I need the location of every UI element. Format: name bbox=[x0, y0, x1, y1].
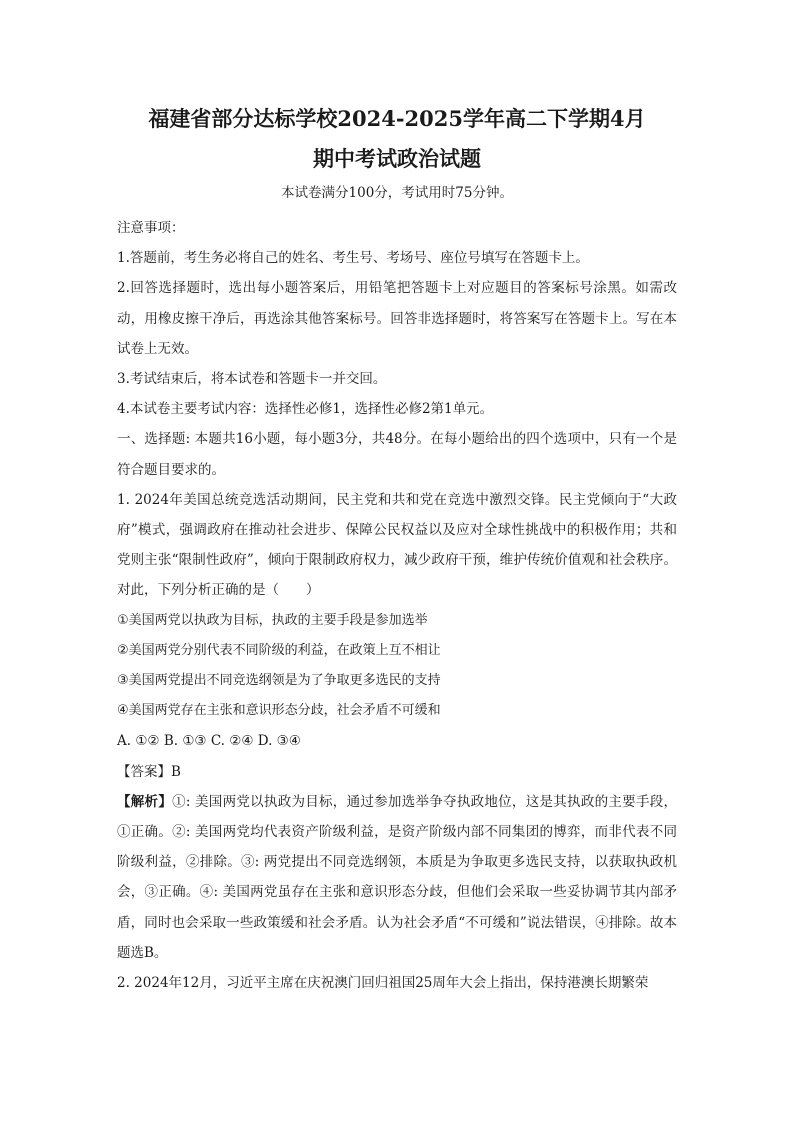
analysis-text: ①: 美国两党以执政为目标，通过参加选举争夺执政地位，这是其执政的主要手段，①正确。②: 美国两党均代表资产阶级利益，是资产阶级内部不同集团的博弈，而非代表不同阶级利益，②排除。③: 两党提出不同竞选纲领，本质是为争取更多选民支持，以获取执政机会，③正确。④: 美国两党虽存在主张和意识形态分歧，但他们会采取一些妥协调节其内部矛盾，同时也会采取一些政策缓和社会矛盾。认为社会矛盾“不可缓和”说法错误，④排除。故本题选B。 bbox=[117, 793, 678, 961]
exam-title-line2: 期中考试政治试题 bbox=[313, 146, 481, 171]
notes-heading: 注意事项： bbox=[117, 220, 185, 236]
exam-subtitle: 本试卷满分100分，考试用时75分钟。 bbox=[281, 185, 513, 201]
question-1-answer: 【答案】B bbox=[117, 763, 181, 780]
question-1-option-1: ①美国两党以执政为目标，执政的主要手段是参加选举 bbox=[117, 612, 428, 628]
exam-title-line1: 福建省部分达标学校2024-2025学年高二下学期4月 bbox=[148, 106, 646, 131]
note-item-4: 4.本试卷主要考试内容：选择性必修1，选择性必修2第1单元。 bbox=[117, 401, 494, 418]
question-1-choices: A. ①② B. ①③ C. ②④ D. ③④ bbox=[117, 733, 301, 750]
note-item-1: 1.答题前，考生务必将自己的姓名、考生号、考场号、座位号填写在答题卡上。 bbox=[117, 250, 589, 267]
question-1-option-3: ③美国两党提出不同竞选纲领是为了争取更多选民的支持 bbox=[117, 673, 441, 689]
question-1-stem: 1. 2024年美国总统竞选活动期间，民主党和共和党在竞选中激烈交锋。民主党倾向于“大政府”模式，强调政府在推动社会进步、保障公民权益以及应对全球性挑战中的积极作用；共和党则主张“限制性政府”，倾向于限制政府权力，减少政府干预，维护传统价值观和社会秩序。对此，下列分析正确的是（ ） bbox=[117, 491, 677, 599]
note-item-3: 3.考试结束后，将本试卷和答题卡一并交回。 bbox=[117, 371, 387, 388]
analysis-label: 【解析】 bbox=[117, 793, 173, 810]
exam-page bbox=[117, 100, 677, 998]
section-heading: 一、选择题: 本题共16小题，每小题3分，共48分。在每小题给出的四个选项中，只有一个是符合题目要求的。 bbox=[117, 431, 677, 478]
question-1-option-2: ②美国两党分别代表不同阶级的利益，在政策上互不相让 bbox=[117, 642, 441, 658]
note-item-2: 2.回答选择题时，选出每小题答案后，用铅笔把答题卡上对应题目的答案标号涂黑。如需改动，用橡皮擦干净后，再选涂其他答案标号。回答非选择题时，将答案写在答题卡上。写在本试卷上无效。 bbox=[117, 280, 677, 357]
question-2-stem: 2. 2024年12月，习近平主席在庆祝澳门回归祖国25周年大会上指出，保持港澳长期繁荣 bbox=[117, 975, 649, 992]
question-1-analysis bbox=[117, 787, 677, 968]
question-1-option-4: ④美国两党存在主张和意识形态分歧，社会矛盾不可缓和 bbox=[117, 703, 441, 719]
